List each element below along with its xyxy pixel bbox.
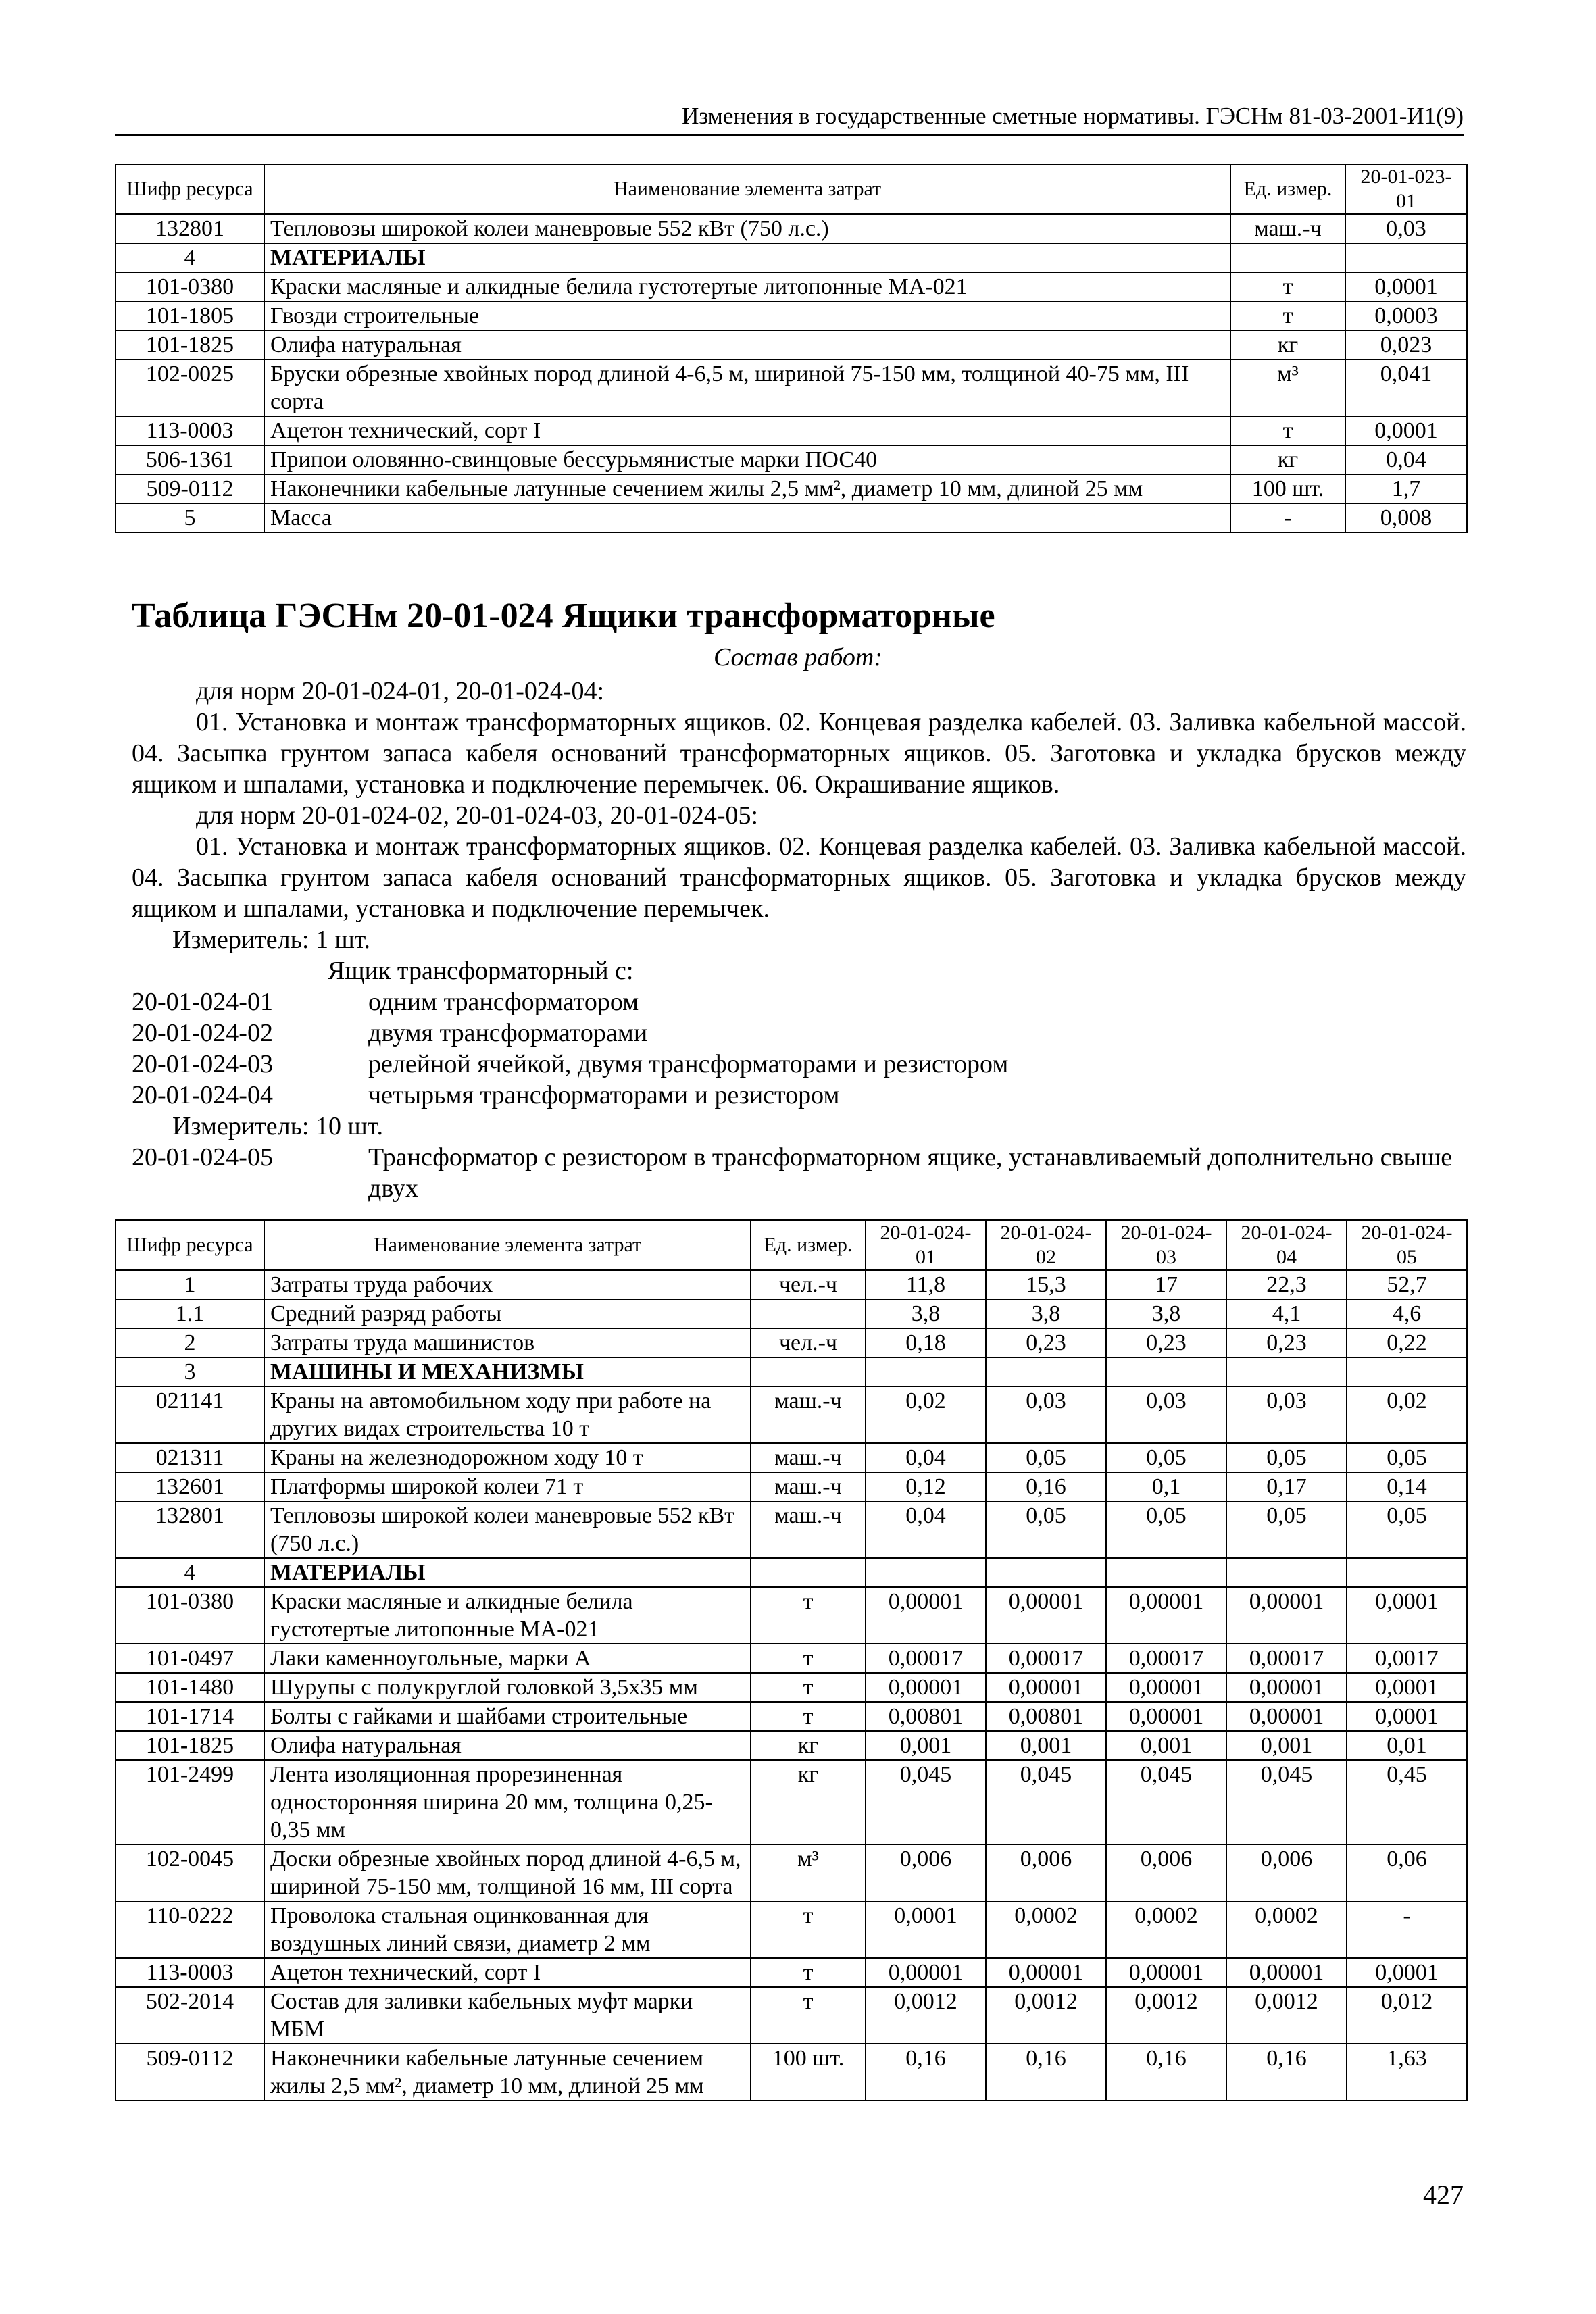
- cell-value: 0,00001: [986, 1587, 1106, 1644]
- cell-unit: маш.-ч: [751, 1472, 866, 1501]
- box-title: Ящик трансформаторный с:: [328, 957, 634, 985]
- table-row: [116, 1501, 1467, 1558]
- cell-value: 0,05: [1226, 1501, 1347, 1558]
- variant-code: 20-01-024-03: [132, 1050, 273, 1078]
- variant-list: [132, 986, 1466, 1111]
- cell-value: [986, 1357, 1106, 1386]
- cell-value: 0,045: [986, 1760, 1106, 1844]
- cell-value: [866, 1357, 986, 1386]
- cell-value: 0,0012: [1226, 1987, 1347, 2044]
- cell-name: Краны на железнодорожном ходу 10 т: [264, 1443, 751, 1472]
- table-title: Таблица ГЭСНм 20-01-024 Ящики трансформаторные: [132, 597, 995, 635]
- cell-value: 0,16: [986, 1472, 1106, 1501]
- cell-value: [1226, 1558, 1347, 1587]
- cell-value: [1106, 1357, 1226, 1386]
- cell-value: 0,0012: [866, 1987, 986, 2044]
- col-header-value: 20-01-023-01: [1345, 164, 1467, 214]
- cell-unit: 100 шт.: [751, 2044, 866, 2101]
- cell-value: 0,00001: [866, 1673, 986, 1702]
- cell-value: 0,00017: [1106, 1644, 1226, 1673]
- table-row: [116, 1731, 1467, 1760]
- cell-value: 0,00001: [1106, 1702, 1226, 1731]
- cell-name: МАТЕРИАЛЫ: [264, 243, 1230, 272]
- cell-value: 0,16: [866, 2044, 986, 2101]
- cell-unit: кг: [1230, 445, 1345, 474]
- cell-code: 1.1: [116, 1299, 264, 1328]
- cell-value: 0,05: [986, 1501, 1106, 1558]
- cell-value: 0,001: [866, 1731, 986, 1760]
- page-number: 427: [1423, 2180, 1464, 2210]
- cell-code: 101-0380: [116, 1587, 264, 1644]
- cell-value: [1345, 243, 1467, 272]
- cell-name: Платформы широкой колеи 71 т: [264, 1472, 751, 1501]
- cell-value: 0,001: [986, 1731, 1106, 1760]
- cell-value: 0,0001: [1345, 272, 1467, 301]
- cell-name: Доски обрезные хвойных пород длиной 4-6,5 м, шириной 75-150 мм, толщиной 16 мм, III сорта: [264, 1844, 751, 1901]
- cell-value: 0,23: [1226, 1328, 1347, 1357]
- table-row: [116, 1987, 1467, 2044]
- table-row: [116, 272, 1467, 301]
- cell-value: 0,05: [1226, 1443, 1347, 1472]
- cell-value: 0,06: [1347, 1844, 1467, 1901]
- cell-name: МАШИНЫ И МЕХАНИЗМЫ: [264, 1357, 751, 1386]
- works-text-2: 01. Установка и монтаж трансформаторных ящиков. 02. Концевая разделка кабелей. 03. Заливка кабельной массой. 04. Засыпка грунтом запаса кабеля оснований трансформаторных ящиков. 05. Заготовка и укладка брусков между ящиком и шпалами, установка и подключение перемычек.: [132, 832, 1466, 923]
- cell-unit: т: [751, 1673, 866, 1702]
- cell-value: 1,63: [1347, 2044, 1467, 2101]
- col-header-name: Наименование элемента затрат: [264, 164, 1230, 214]
- cell-value: 3,8: [986, 1299, 1106, 1328]
- cell-value: 0,03: [1345, 214, 1467, 243]
- cell-name: Масса: [264, 503, 1230, 532]
- cell-value: 0,17: [1226, 1472, 1347, 1501]
- cell-value: [1347, 1558, 1467, 1587]
- cell-name: Ацетон технический, сорт I: [264, 416, 1230, 445]
- cell-name: Краны на автомобильном ходу при работе на других видах строительства 10 т: [264, 1386, 751, 1443]
- col-header-name: Наименование элемента затрат: [264, 1220, 751, 1270]
- cell-value: [1347, 1357, 1467, 1386]
- cell-code: 102-0025: [116, 359, 264, 416]
- cell-unit: маш.-ч: [1230, 214, 1345, 243]
- cell-unit: т: [751, 1644, 866, 1673]
- variant-item: [132, 1017, 1466, 1049]
- cell-unit: [1230, 243, 1345, 272]
- cell-value: 11,8: [866, 1270, 986, 1299]
- cell-value: 0,0001: [1347, 1587, 1467, 1644]
- table-resources-023: [115, 164, 1468, 533]
- cell-name: Лаки каменноугольные, марки А: [264, 1644, 751, 1673]
- cell-value: 0,006: [1226, 1844, 1347, 1901]
- variant-code: 20-01-024-05: [132, 1143, 273, 1172]
- cell-name: Краски масляные и алкидные белила густотертые литопонные МА-021: [264, 272, 1230, 301]
- cell-unit: [751, 1299, 866, 1328]
- cell-unit: чел.-ч: [751, 1270, 866, 1299]
- cell-value: 0,16: [986, 2044, 1106, 2101]
- norms-list-1: для норм 20-01-024-01, 20-01-024-04:: [196, 677, 605, 705]
- cell-code: 5: [116, 503, 264, 532]
- cell-code: 506-1361: [116, 445, 264, 474]
- cell-value: 0,00001: [986, 1673, 1106, 1702]
- cell-value: 52,7: [1347, 1270, 1467, 1299]
- table-body: [116, 214, 1467, 532]
- table-row: [116, 1472, 1467, 1501]
- cell-value: 4,1: [1226, 1299, 1347, 1328]
- cell-value: 0,18: [866, 1328, 986, 1357]
- col-header-norm: 20-01-024-04: [1226, 1220, 1347, 1270]
- table-row: [116, 1958, 1467, 1987]
- cell-code: 102-0045: [116, 1844, 264, 1901]
- cell-code: 509-0112: [116, 2044, 264, 2101]
- variant-text: четырьмя трансформаторами и резистором: [368, 1081, 840, 1109]
- cell-value: 3,8: [1106, 1299, 1226, 1328]
- cell-name: Олифа натуральная: [264, 1731, 751, 1760]
- table-row: [116, 1702, 1467, 1731]
- cell-code: 110-0222: [116, 1901, 264, 1958]
- cell-name: Шурупы с полукруглой головкой 3,5х35 мм: [264, 1673, 751, 1702]
- cell-value: 0,00001: [1226, 1702, 1347, 1731]
- variant-text: релейной ячейкой, двумя трансформаторами и резистором: [368, 1050, 1009, 1078]
- cell-code: 021311: [116, 1443, 264, 1472]
- cell-unit: т: [751, 1901, 866, 1958]
- cell-value: 0,045: [866, 1760, 986, 1844]
- cell-name: Проволока стальная оцинкованная для воздушных линий связи, диаметр 2 мм: [264, 1901, 751, 1958]
- cell-value: 0,05: [1347, 1501, 1467, 1558]
- cell-name: Затраты труда машинистов: [264, 1328, 751, 1357]
- table-row: [116, 1901, 1467, 1958]
- cell-code: 1: [116, 1270, 264, 1299]
- cell-unit: [751, 1357, 866, 1386]
- table-header-row: [116, 164, 1467, 214]
- cell-value: 0,05: [1106, 1443, 1226, 1472]
- table-row: [116, 1644, 1467, 1673]
- cell-code: 101-0380: [116, 272, 264, 301]
- measure-unit-2: Измеритель: 10 шт.: [172, 1112, 383, 1140]
- variant-code: 20-01-024-04: [132, 1081, 273, 1109]
- table-row: [116, 1386, 1467, 1443]
- cell-value: 0,04: [1345, 445, 1467, 474]
- cell-value: 0,00001: [1106, 1673, 1226, 1702]
- table-row: [116, 1844, 1467, 1901]
- cell-value: 0,00017: [1226, 1644, 1347, 1673]
- cell-value: 0,0001: [1345, 416, 1467, 445]
- cell-code: 132601: [116, 1472, 264, 1501]
- cell-name: Затраты труда рабочих: [264, 1270, 751, 1299]
- cell-value: 0,0002: [1226, 1901, 1347, 1958]
- cell-value: 0,00001: [1226, 1673, 1347, 1702]
- works-description: [132, 676, 1466, 1204]
- cell-code: 4: [116, 243, 264, 272]
- page-header: Изменения в государственные сметные нормативы. ГЭСНм 81-03-2001-И1(9): [115, 101, 1464, 136]
- cell-value: 0,0002: [986, 1901, 1106, 1958]
- table-row: [116, 214, 1467, 243]
- table-row: [116, 445, 1467, 474]
- variant-text: одним трансформатором: [368, 988, 639, 1016]
- cell-unit: т: [751, 1958, 866, 1987]
- norms-list-2: для норм 20-01-024-02, 20-01-024-03, 20-01-024-05:: [196, 801, 759, 830]
- cell-code: 101-1805: [116, 301, 264, 330]
- cell-value: 0,0017: [1347, 1644, 1467, 1673]
- cell-value: -: [1347, 1901, 1467, 1958]
- cell-code: 502-2014: [116, 1987, 264, 2044]
- cell-value: 0,00801: [986, 1702, 1106, 1731]
- cell-value: 0,1: [1106, 1472, 1226, 1501]
- table-row: [116, 359, 1467, 416]
- works-text-1: 01. Установка и монтаж трансформаторных ящиков. 02. Концевая разделка кабелей. 03. Заливка кабельной массой. 04. Засыпка грунтом запаса кабеля оснований трансформаторных ящиков. 05. Заготовка и укладка брусков между ящиком и шпалами, установка и подключение перемычек. 06. Окрашивание ящиков.: [132, 708, 1466, 799]
- cell-name: Гвозди строительные: [264, 301, 1230, 330]
- cell-value: 0,00001: [1226, 1958, 1347, 1987]
- cell-unit: маш.-ч: [751, 1386, 866, 1443]
- cell-value: 0,00017: [986, 1644, 1106, 1673]
- table-row: [116, 1443, 1467, 1472]
- cell-value: 0,045: [1226, 1760, 1347, 1844]
- cell-code: 2: [116, 1328, 264, 1357]
- cell-value: 0,05: [1347, 1443, 1467, 1472]
- col-header-code: Шифр ресурса: [116, 164, 264, 214]
- cell-value: 0,22: [1347, 1328, 1467, 1357]
- cell-name: Наконечники кабельные латунные сечением жилы 2,5 мм², диаметр 10 мм, длиной 25 мм: [264, 474, 1230, 503]
- cell-value: 0,00017: [866, 1644, 986, 1673]
- cell-code: 3: [116, 1357, 264, 1386]
- cell-code: 4: [116, 1558, 264, 1587]
- cell-value: 0,00001: [1106, 1958, 1226, 1987]
- variant-item: [132, 1049, 1466, 1080]
- col-header-code: Шифр ресурса: [116, 1220, 264, 1270]
- variant-item: [132, 1142, 1466, 1204]
- cell-value: 0,0001: [1347, 1958, 1467, 1987]
- cell-value: 0,045: [1106, 1760, 1226, 1844]
- variant-code: 20-01-024-02: [132, 1019, 273, 1047]
- cell-code: 132801: [116, 1501, 264, 1558]
- table-row: [116, 474, 1467, 503]
- measure-unit-1: Измеритель: 1 шт.: [172, 926, 370, 954]
- cell-value: 0,00001: [986, 1958, 1106, 1987]
- cell-name: МАТЕРИАЛЫ: [264, 1558, 751, 1587]
- cell-name: Тепловозы широкой колеи маневровые 552 кВт (750 л.с.): [264, 214, 1230, 243]
- cell-unit: чел.-ч: [751, 1328, 866, 1357]
- cell-code: 101-1825: [116, 330, 264, 359]
- cell-code: 101-1480: [116, 1673, 264, 1702]
- cell-unit: м³: [1230, 359, 1345, 416]
- variant-text: Трансформатор с резистором в трансформаторном ящике, устанавливаемый дополнительно свыше двух: [368, 1143, 1453, 1203]
- cell-name: Бруски обрезные хвойных пород длиной 4-6,5 м, шириной 75-150 мм, толщиной 40-75 мм, III сорта: [264, 359, 1230, 416]
- col-header-norm: 20-01-024-03: [1106, 1220, 1226, 1270]
- col-header-norm: 20-01-024-01: [866, 1220, 986, 1270]
- col-header-unit: Ед. измер.: [1230, 164, 1345, 214]
- cell-value: 0,03: [1106, 1386, 1226, 1443]
- table-header-row: [116, 1220, 1467, 1270]
- cell-value: 0,03: [1226, 1386, 1347, 1443]
- cell-value: 15,3: [986, 1270, 1106, 1299]
- col-header-norm: 20-01-024-05: [1347, 1220, 1467, 1270]
- cell-value: 0,0003: [1345, 301, 1467, 330]
- cell-name: Припои оловянно-свинцовые бессурьмянистые марки ПОС40: [264, 445, 1230, 474]
- cell-value: 0,04: [866, 1501, 986, 1558]
- cell-name: Ацетон технический, сорт I: [264, 1958, 751, 1987]
- col-header-unit: Ед. измер.: [751, 1220, 866, 1270]
- cell-unit: кг: [1230, 330, 1345, 359]
- cell-unit: т: [1230, 301, 1345, 330]
- cell-unit: т: [751, 1702, 866, 1731]
- cell-value: 0,006: [866, 1844, 986, 1901]
- table-row: [116, 1760, 1467, 1844]
- cell-value: 0,23: [986, 1328, 1106, 1357]
- table-row: [116, 503, 1467, 532]
- cell-unit: кг: [751, 1731, 866, 1760]
- table-row: [116, 1587, 1467, 1644]
- cell-value: 0,006: [986, 1844, 1106, 1901]
- table-resources-024: [115, 1219, 1468, 2101]
- cell-unit: [751, 1558, 866, 1587]
- cell-value: 0,14: [1347, 1472, 1467, 1501]
- cell-value: 0,00801: [866, 1702, 986, 1731]
- variant-text: двумя трансформаторами: [368, 1019, 648, 1047]
- cell-value: 0,001: [1226, 1731, 1347, 1760]
- cell-value: 0,04: [866, 1443, 986, 1472]
- cell-value: 4,6: [1347, 1299, 1467, 1328]
- cell-value: 0,023: [1345, 330, 1467, 359]
- cell-value: 0,00001: [1106, 1587, 1226, 1644]
- col-header-norm: 20-01-024-02: [986, 1220, 1106, 1270]
- table-row: [116, 2044, 1467, 2101]
- table-row: [116, 1558, 1467, 1587]
- cell-unit: маш.-ч: [751, 1443, 866, 1472]
- cell-value: 0,05: [986, 1443, 1106, 1472]
- cell-value: [986, 1558, 1106, 1587]
- cell-value: 0,45: [1347, 1760, 1467, 1844]
- cell-name: Болты с гайками и шайбами строительные: [264, 1702, 751, 1731]
- cell-value: 0,00001: [866, 1587, 986, 1644]
- table-row: [116, 1673, 1467, 1702]
- variant-code: 20-01-024-01: [132, 988, 273, 1016]
- cell-value: 0,008: [1345, 503, 1467, 532]
- cell-value: 0,02: [1347, 1386, 1467, 1443]
- cell-unit: м³: [751, 1844, 866, 1901]
- cell-value: 0,16: [1106, 2044, 1226, 2101]
- cell-name: Олифа натуральная: [264, 330, 1230, 359]
- cell-value: 0,0001: [1347, 1702, 1467, 1731]
- cell-unit: т: [751, 1587, 866, 1644]
- cell-name: Средний разряд работы: [264, 1299, 751, 1328]
- cell-value: 0,0012: [986, 1987, 1106, 2044]
- table-row: [116, 1299, 1467, 1328]
- cell-value: 0,041: [1345, 359, 1467, 416]
- table-body: [116, 1270, 1467, 2101]
- cell-code: 021141: [116, 1386, 264, 1443]
- cell-value: 0,0012: [1106, 1987, 1226, 2044]
- cell-value: 0,02: [866, 1386, 986, 1443]
- table-row: [116, 416, 1467, 445]
- cell-code: 113-0003: [116, 416, 264, 445]
- cell-value: 0,001: [1106, 1731, 1226, 1760]
- cell-value: 0,03: [986, 1386, 1106, 1443]
- cell-unit: т: [751, 1987, 866, 2044]
- table-row: [116, 243, 1467, 272]
- cell-name: Наконечники кабельные латунные сечением жилы 2,5 мм², диаметр 10 мм, длиной 25 мм: [264, 2044, 751, 2101]
- cell-code: 509-0112: [116, 474, 264, 503]
- cell-value: [866, 1558, 986, 1587]
- table-row: [116, 1357, 1467, 1386]
- cell-unit: т: [1230, 272, 1345, 301]
- cell-name: Тепловозы широкой колеи маневровые 552 кВт (750 л.с.): [264, 1501, 751, 1558]
- cell-value: 0,05: [1106, 1501, 1226, 1558]
- cell-value: 0,006: [1106, 1844, 1226, 1901]
- cell-value: 0,00001: [866, 1958, 986, 1987]
- cell-name: Состав для заливки кабельных муфт марки МБМ: [264, 1987, 751, 2044]
- variant-item: [132, 1080, 1466, 1111]
- cell-name: Лента изоляционная прорезиненная односторонняя ширина 20 мм, толщина 0,25-0,35 мм: [264, 1760, 751, 1844]
- cell-value: 3,8: [866, 1299, 986, 1328]
- cell-unit: -: [1230, 503, 1345, 532]
- cell-value: 0,0001: [1347, 1673, 1467, 1702]
- cell-value: 0,23: [1106, 1328, 1226, 1357]
- cell-value: 22,3: [1226, 1270, 1347, 1299]
- cell-code: 101-1714: [116, 1702, 264, 1731]
- cell-code: 132801: [116, 214, 264, 243]
- cell-code: 101-0497: [116, 1644, 264, 1673]
- table-row: [116, 330, 1467, 359]
- cell-code: 113-0003: [116, 1958, 264, 1987]
- cell-code: 101-1825: [116, 1731, 264, 1760]
- table-row: [116, 1270, 1467, 1299]
- works-subtitle: Состав работ:: [713, 643, 883, 672]
- cell-unit: 100 шт.: [1230, 474, 1345, 503]
- cell-unit: маш.-ч: [751, 1501, 866, 1558]
- cell-code: 101-2499: [116, 1760, 264, 1844]
- cell-unit: кг: [751, 1760, 866, 1844]
- cell-value: 0,16: [1226, 2044, 1347, 2101]
- cell-value: [1226, 1357, 1347, 1386]
- cell-value: 0,12: [866, 1472, 986, 1501]
- variant-item: [132, 986, 1466, 1017]
- cell-unit: т: [1230, 416, 1345, 445]
- cell-name: Краски масляные и алкидные белила густотертые литопонные МА-021: [264, 1587, 751, 1644]
- cell-value: 0,0001: [866, 1901, 986, 1958]
- cell-value: 0,01: [1347, 1731, 1467, 1760]
- cell-value: 1,7: [1345, 474, 1467, 503]
- cell-value: 0,0002: [1106, 1901, 1226, 1958]
- table-row: [116, 301, 1467, 330]
- cell-value: 0,012: [1347, 1987, 1467, 2044]
- cell-value: [1106, 1558, 1226, 1587]
- cell-value: 17: [1106, 1270, 1226, 1299]
- cell-value: 0,00001: [1226, 1587, 1347, 1644]
- table-row: [116, 1328, 1467, 1357]
